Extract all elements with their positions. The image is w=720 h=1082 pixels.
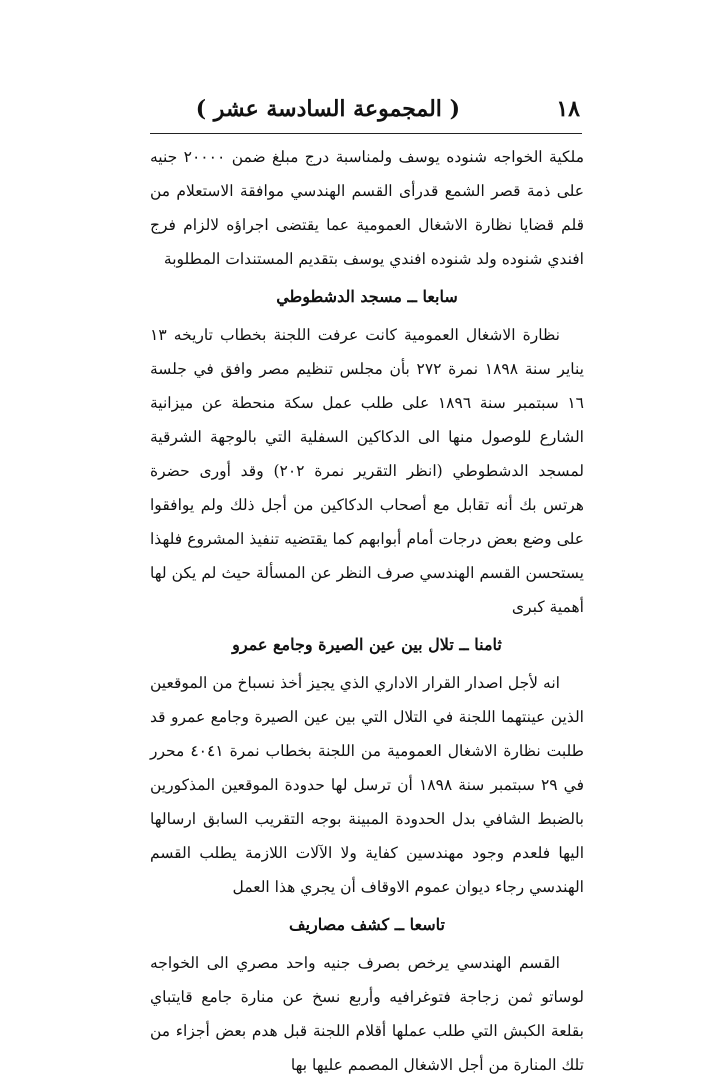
paragraph-continuation: ملكية الخواجه شنوده يوسف ولمناسبة درج مبلغ ضمن ٢٠٠٠٠ جنيه على ذمة قصر الشمع قدرأى القسم الهندسي موافقة الاستعلام من قلم قضايا نظارة الاشغال العمومية عما يقتضى اجراؤه لالزام فرج افندي شنوده ولد شنوده افندي يوسف بتقديم المستندات المطلوبة <box>150 148 584 268</box>
paragraph-ninth: القسم الهندسي يرخص بصرف جنيه واحد مصري الى الخواجه لوساتو ثمن زجاجة فتوغرافيه وأربع نسخ عن منارة جامع قايتباي بقلعة الكبش التي طلب عملها أقلام اللجنة قبل هدم بعض أجزاء من تلك المنارة من أجل الاشغال المصمم عليها بها <box>150 954 584 1074</box>
paragraph-eighth: انه لأجل اصدار القرار الاداري الذي يجيز أخذ نسباخ من الموقعين الذين عينتهما اللجنة في التلال التي بين عين الصيرة وجامع عمرو قد طلبت نظارة الاشغال العمومية من اللجنة بخطاب نمرة ٤٠٤١ محرر في ٢٩ سبتمبر سنة ١٨٩٨ أن ترسل لها حدودة الموقعين المذكورين بالضبط الشافي بدل الحدودة المبينة بوجه التقريب السابق ارسالها اليها فلعدم وجود مهندسين كفاية ولا الآلات اللازمة يطلب القسم الهندسي رجاء ديوان عموم الاوقاف أن يجري هذا العمل <box>150 674 584 896</box>
page-header <box>195 92 580 126</box>
running-title: ( المجموعة السادسة عشر ) <box>195 96 460 122</box>
page-number: ١٨ <box>556 96 580 122</box>
section-heading-seventh: سابعا ــ مسجد الدشطوطي <box>276 287 458 306</box>
section-heading-ninth: تاسعا ــ كشف مصاريف <box>289 915 445 934</box>
document-body <box>150 140 584 1082</box>
paragraph-seventh: نظارة الاشغال العمومية كانت عرفت اللجنة بخطاب تاريخه ١٣ يناير سنة ١٨٩٨ نمرة ٢٧٢ بأن مجلس تنظيم مصر وافق في جلسة ١٦ سبتمبر سنة ١٨٩٦ على طلب عمل سكة منحطة عن ميزانية الشارع للوصول منها الى الدكاكين السفلية التي بالوجهة الشرقية لمسجد الدشطوطي (انظر التقرير نمرة ٢٠٢) وقد أورى حضرة هرتس بك أنه تقابل مع أصحاب الدكاكين من أجل ذلك ولم يوافقوا على وضع بعض درجات أمام أبوابهم كما يقتضيه تنفيذ المشروع فلهذا يستحسن القسم الهندسي صرف النظر عن المسألة حيث لم يكن لها أهمية كبرى <box>150 326 585 616</box>
section-heading-eighth: ثامنا ــ تلال بين عين الصيرة وجامع عمرو <box>232 635 502 654</box>
header-rule <box>150 133 582 134</box>
